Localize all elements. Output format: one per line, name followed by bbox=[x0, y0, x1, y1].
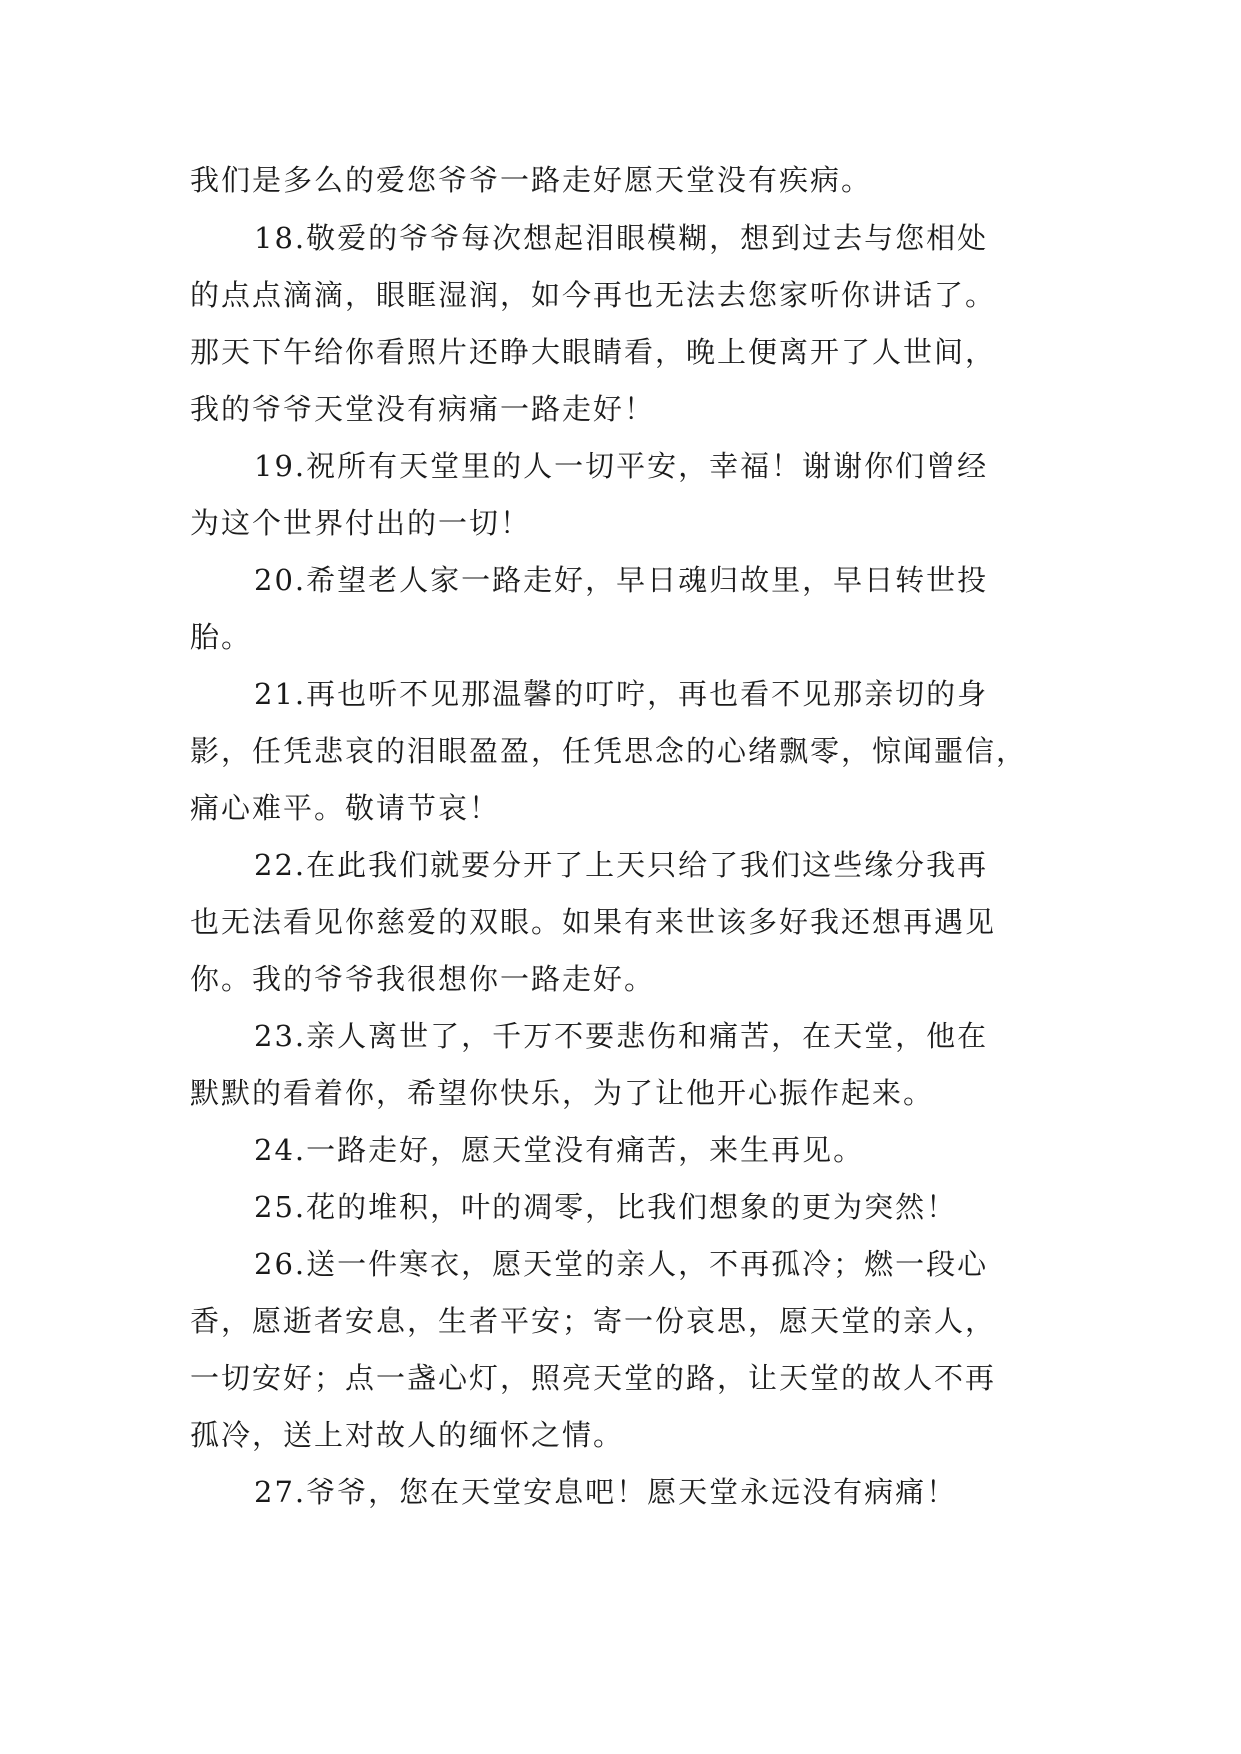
text-line: 默默的看着你，希望你快乐，为了让他开心振作起来。 bbox=[190, 1076, 935, 1110]
text-line: 23.亲人离世了，千万不要悲伤和痛苦，在天堂，他在 bbox=[254, 1019, 989, 1053]
text-line: 24.一路走好，愿天堂没有痛苦，来生再见。 bbox=[254, 1133, 865, 1167]
text-line: 胎。 bbox=[190, 620, 253, 654]
text-line: 的点点滴滴，眼眶湿润，如今再也无法去您家听你讲话了。 bbox=[190, 278, 997, 312]
text-line: 20.希望老人家一路走好，早日魂归故里，早日转世投 bbox=[254, 563, 989, 597]
text-line: 你。我的爷爷我很想你一路走好。 bbox=[190, 962, 656, 996]
text-line: 22.在此我们就要分开了上天只给了我们这些缘分我再 bbox=[254, 848, 989, 882]
text-line: 27.爷爷，您在天堂安息吧！愿天堂永远没有病痛！ bbox=[254, 1475, 958, 1509]
text-line: 痛心难平。敬请节哀！ bbox=[190, 791, 501, 825]
text-line: 那天下午给你看照片还睁大眼睛看，晚上便离开了人世间， bbox=[190, 335, 997, 369]
text-line: 香，愿逝者安息，生者平安；寄一份哀思，愿天堂的亲人， bbox=[190, 1304, 997, 1338]
text-line: 我的爷爷天堂没有病痛一路走好！ bbox=[190, 392, 656, 426]
text-line: 25.花的堆积，叶的凋零，比我们想象的更为突然！ bbox=[254, 1190, 958, 1224]
text-line: 26.送一件寒衣，愿天堂的亲人，不再孤冷；燃一段心 bbox=[254, 1247, 989, 1281]
text-line: 21.再也听不见那温馨的叮咛，再也看不见那亲切的身 bbox=[254, 677, 989, 711]
text-line: 一切安好；点一盏心灯，照亮天堂的路，让天堂的故人不再 bbox=[190, 1361, 997, 1395]
text-line: 为这个世界付出的一切！ bbox=[190, 506, 532, 540]
text-line: 影，任凭悲哀的泪眼盈盈，任凭思念的心绪飘零，惊闻噩信， bbox=[190, 734, 1028, 768]
text-line: 我们是多么的爱您爷爷一路走好愿天堂没有疾病。 bbox=[190, 163, 873, 197]
text-line: 19.祝所有天堂里的人一切平安，幸福！谢谢你们曾经 bbox=[254, 449, 989, 483]
text-line: 也无法看见你慈爱的双眼。如果有来世该多好我还想再遇见 bbox=[190, 905, 997, 939]
text-line: 孤冷，送上对故人的缅怀之情。 bbox=[190, 1418, 625, 1452]
text-line: 18.敬爱的爷爷每次想起泪眼模糊，想到过去与您相处 bbox=[254, 221, 989, 255]
